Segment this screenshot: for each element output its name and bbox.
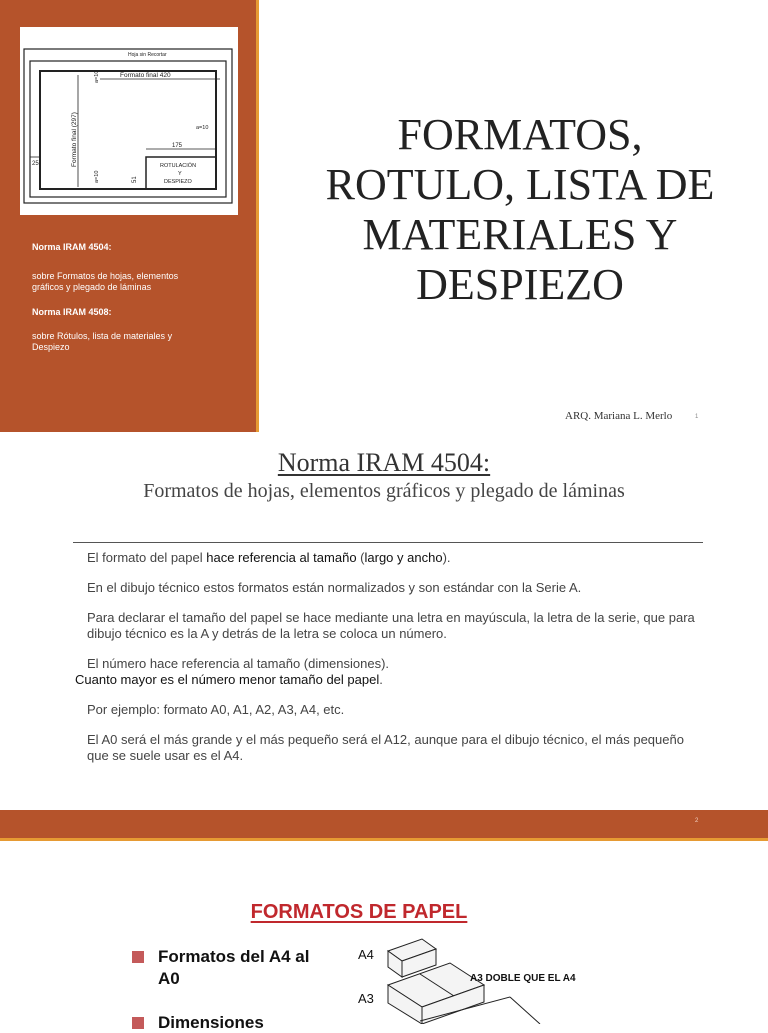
title-line-2: ROTULO, LISTA DE [325,160,715,209]
paragraph-6: El A0 será el más grande y el más pequeño será el A12, aunque para el dibujo técnico, el más pequeño que se suele usar es el A4. [87,732,684,763]
drawing-a10-top-label: a=10 [94,70,100,83]
label-a3: A3 [358,991,374,1006]
paragraph-4 [75,656,705,688]
bullet-square-icon [132,951,144,963]
slide-4-title: FORMATOS DE PAPEL [250,901,468,923]
note-text-4504: sobre Formatos de hojas, elementos gráficos y plegado de láminas [32,271,179,292]
drawing-a10-right-label: a=10 [196,125,209,131]
title-block-line-2: Y [178,171,182,177]
bullet-square-icon [132,1017,144,1029]
note-heading-4504: Norma IRAM 4504: [32,242,112,252]
title-line-1: FORMATOS, [397,110,643,159]
p1-text-c: ( [356,550,365,565]
drawing-header-label: Hoja sin Recortar [128,52,167,58]
slide-3-bar [0,810,768,838]
bullet-1-line-2: A0 [158,969,180,988]
title-line-4: DESPIEZO [416,260,624,309]
note-text-4508: sobre Rótulos, lista de materiales y Despiezo [32,331,173,352]
slide-1-title [300,110,740,310]
p1-emphasis-size: hace referencia al tamaño [206,550,357,565]
p4-text-a: El número hace referencia al tamaño (dimensiones). [87,656,390,671]
note-heading-4508: Norma IRAM 4508: [32,307,112,317]
title-block-line-1: ROTULACIÓN [160,163,197,169]
slide-2-title: Norma IRAM 4504: [277,448,491,477]
a2-sheet-edge [510,997,540,1024]
paper-stack-illustration [380,937,640,1024]
callout-a3-double: A3 DOBLE QUE EL A4 [470,973,576,984]
slide-1-accent-stripe [256,0,259,432]
slide-3-page-number: 2 [695,818,699,824]
paragraph-2: En el dibujo técnico estos formatos están normalizados y son estándar con la Serie A. [87,580,582,595]
label-a4: A4 [358,947,374,962]
drawing-width-label: Formato final 420 [120,72,171,79]
format-drawing-svg [20,27,238,215]
slide-2 [0,432,768,810]
slide-1 [0,0,768,432]
drawing-25-label: 25 [32,161,39,167]
p4-emphasis: Cuanto mayor es el número menor tamaño del papel [75,672,380,687]
author-name: ARQ. Mariana L. Merlo [565,410,673,422]
paragraph-3: Para declarar el tamaño del papel se hace mediante una letra en mayúscula, la letra de la serie, que para dibujo técnico es la A y detrás de la letra se coloca un número. [87,610,695,641]
bullet-2: Dimensiones [158,1013,264,1032]
slide-2-subtitle: Formatos de hojas, elementos gráficos y plegado de láminas [143,480,625,502]
drawing-175-label: 175 [172,143,183,149]
drawing-a10-bottom-label: a=10 [94,170,100,183]
paragraph-1 [75,550,705,566]
slide-2-divider [73,542,703,543]
drawing-height-label: Formato final (297) [71,112,78,167]
drawing-51-label: 51 [132,176,138,183]
sheet-margin-border [40,71,216,189]
p4-text-c: . [379,672,383,687]
slide-2-body [75,550,705,778]
p1-text-e: ). [442,550,451,565]
paragraph-5: Por ejemplo: formato A0, A1, A2, A3, A4, etc. [87,702,345,717]
p1-emphasis-dims: largo y ancho [364,550,443,565]
format-drawing [20,27,238,215]
slide-1-page-number: 1 [695,414,699,420]
p1-text-a: El formato del papel [87,550,207,565]
slide-4 [0,841,768,1032]
title-block-line-3: DESPIEZO [164,179,192,185]
title-line-3: MATERIALES Y [362,210,678,259]
bullet-1-line-1: Formatos del A4 al [158,947,310,966]
